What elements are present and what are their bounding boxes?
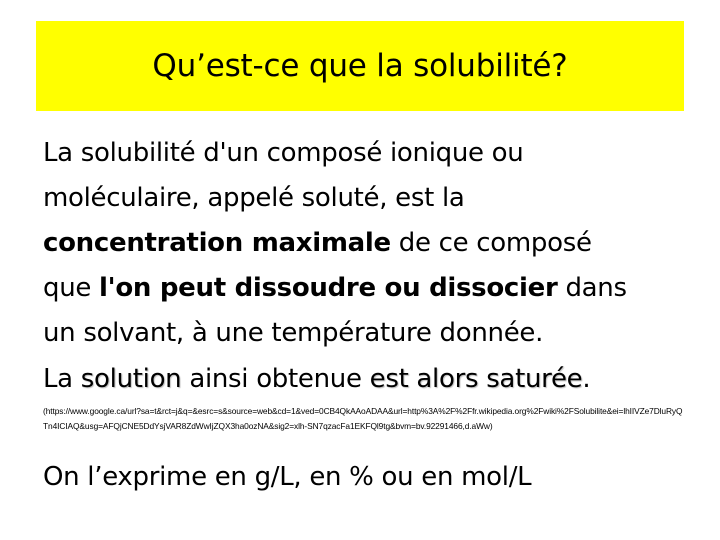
- definition-line-4-end: dans: [557, 273, 627, 303]
- definition-line-4: [43, 266, 703, 311]
- title-banner: [36, 21, 684, 111]
- solution-period: .: [582, 364, 591, 394]
- solution-part-3: ainsi obtenue: [181, 364, 370, 394]
- solution-word: solution: [80, 364, 182, 394]
- definition-line-3: [43, 221, 703, 266]
- definition-line-2: moléculaire, appelé soluté, est la: [43, 183, 465, 213]
- units-sentence: On l’exprime en g/L, en % ou en mol/L: [43, 462, 532, 492]
- source-reference: (https://www.google.ca/url?sa=t&rct=j&q=&esrc=s&source=web&cd=1&ved=0CB4QkAAoADAA&url=http%3A%2F%2Ffr.wikipedia.org%2Fwiki%2FSolubilite&ei=lhIIVZe7DluRyQTn4ICIAQ&usg=AFQjCNE5DdYsjVAR8ZdWwIjZQX3ha0ozNA&sig2=xlh-SN7qzacFa1EKFQl9tg&bvm=bv.92291466,d.aWw): [43, 406, 683, 431]
- saturated-solution-sentence: [43, 357, 703, 402]
- definition-line-1: La solubilité d'un composé ionique ou: [43, 138, 524, 168]
- solution-part-1: La: [43, 364, 81, 394]
- definition-paragraph: [43, 131, 703, 356]
- page-title: Qu’est-ce que la solubilité?: [152, 48, 568, 84]
- definition-line-5: un solvant, à une température donnée.: [43, 318, 544, 348]
- emphasis-dissolve: l'on peut dissoudre ou dissocier: [99, 273, 558, 303]
- definition-line-4-start: que: [43, 273, 100, 303]
- emphasis-concentration: concentration maximale: [43, 228, 391, 258]
- saturated-phrase: est alors saturée: [369, 364, 583, 394]
- definition-line-3-rest: de ce composé: [390, 228, 592, 258]
